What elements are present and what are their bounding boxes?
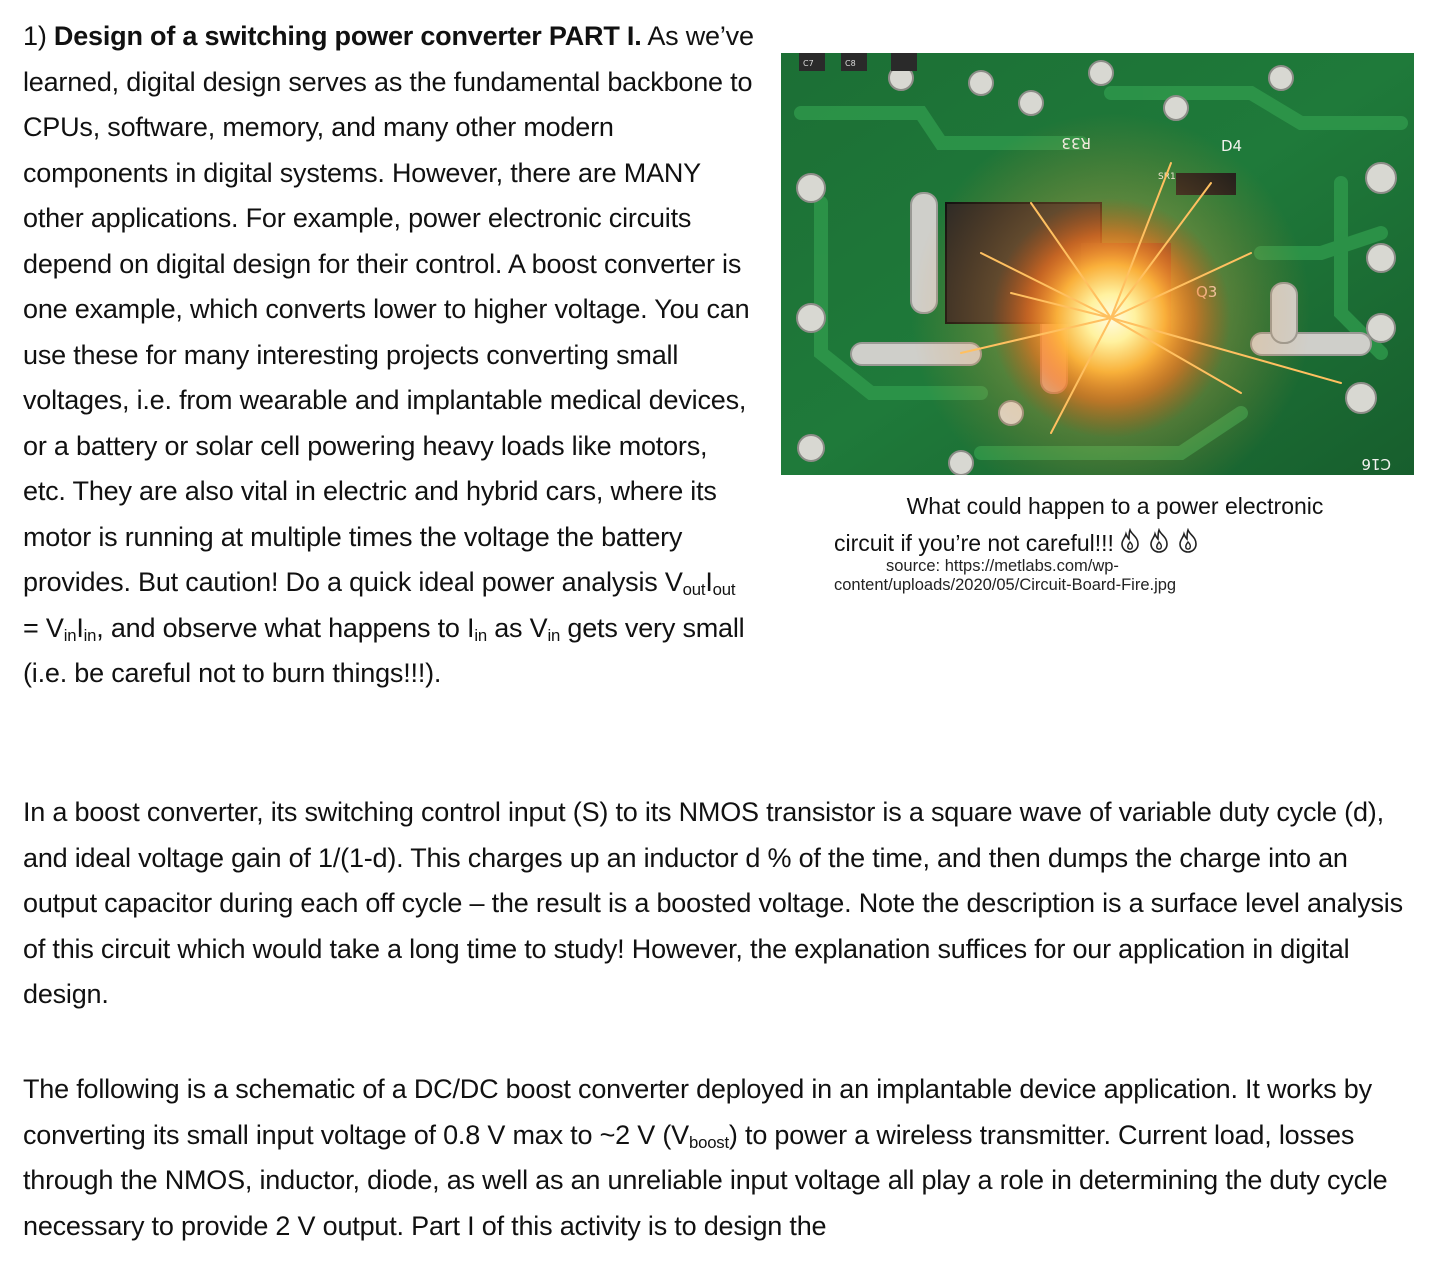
subscript-out: out xyxy=(712,580,736,600)
figure-caption xyxy=(780,488,1400,562)
intro-text: as V xyxy=(486,612,548,643)
subscript-boost: boost xyxy=(688,1132,729,1152)
label-c16: C16 xyxy=(1361,455,1391,473)
intro-text: I xyxy=(705,567,713,597)
label-d4: D4 xyxy=(1221,137,1243,155)
flame-icon xyxy=(1175,528,1201,554)
image-source xyxy=(834,557,1254,595)
paragraph-schematic-intro xyxy=(23,1067,1438,1249)
caption-line-1: What could happen to a power electronic xyxy=(906,493,1324,519)
subscript-out: out xyxy=(682,580,706,600)
intro-text: As we’ve learned, digital design serves as the fundamental backbone to CPUs, software, memory, and many other modern components in digital systems. However, there are MANY other applications. For example, power electronic circuits depend on digital design for their control. A boost converter is one example, which converts lower to higher voltage. You can use these for many interesting projects converting small voltages, i.e. from wearable and implantable medical devices, or a battery or solar cell powering heavy loads like motors, etc. They are also vital in electric and hybrid cars, where its motor is running at multiple times the voltage the battery provides. But caution! Do a quick ideal power analysis V xyxy=(23,21,754,597)
circuit-board-illustration xyxy=(781,53,1414,475)
flame-icon xyxy=(1146,528,1172,554)
intro-text: I xyxy=(76,612,84,643)
problem-number: 1) xyxy=(23,21,54,51)
schematic-text: ) to power a wireless transmitter. Current load, losses through the NMOS, inductor, diode, as well as an unreliable input voltage all play a role in determining the duty cycle necessary to provide 2 V output. Part I of this activity is to design the xyxy=(23,1119,1388,1241)
flame-icon xyxy=(1117,528,1143,554)
subscript-in: in xyxy=(547,625,561,645)
source-line-2: content/uploads/2020/05/Circuit-Board-Fire.jpg xyxy=(834,576,1177,594)
label-c7: C7 xyxy=(803,59,814,68)
problem-title: Design of a switching power converter PART I. xyxy=(53,21,642,51)
label-c8: C8 xyxy=(845,59,856,68)
circuit-board-fire-image xyxy=(781,53,1414,475)
paragraph-boost-description: In a boost converter, its switching control input (S) to its NMOS transistor is a square wave of variable duty cycle (d), and ideal voltage gain of 1/(1-d). This charges up an inductor d % of the time, and then dumps the charge into an output capacitor during each off cycle – the result is a boosted voltage. Note the description is a surface level analysis of this circuit which would take a long time to study! However, the explanation suffices for our application in digital design. xyxy=(23,797,1403,1009)
subscript-in: in xyxy=(474,625,487,645)
caption-line-2: circuit if you’re not careful!!! xyxy=(834,530,1114,556)
intro-text: = V xyxy=(23,612,64,643)
intro-text: , and observe what happens to I xyxy=(96,612,475,643)
subscript-in: in xyxy=(83,625,97,645)
schematic-text: The following is a schematic of a DC/DC boost converter deployed in an implantable device application. It works by converting its small input voltage of 0.8 V max to ~2 V (V xyxy=(23,1074,1372,1150)
subscript-in: in xyxy=(63,625,77,645)
intro-text: gets very small (i.e. be careful not to burn things!!!). xyxy=(23,612,745,688)
source-line-1: source: https://metlabs.com/wp- xyxy=(886,557,1119,575)
